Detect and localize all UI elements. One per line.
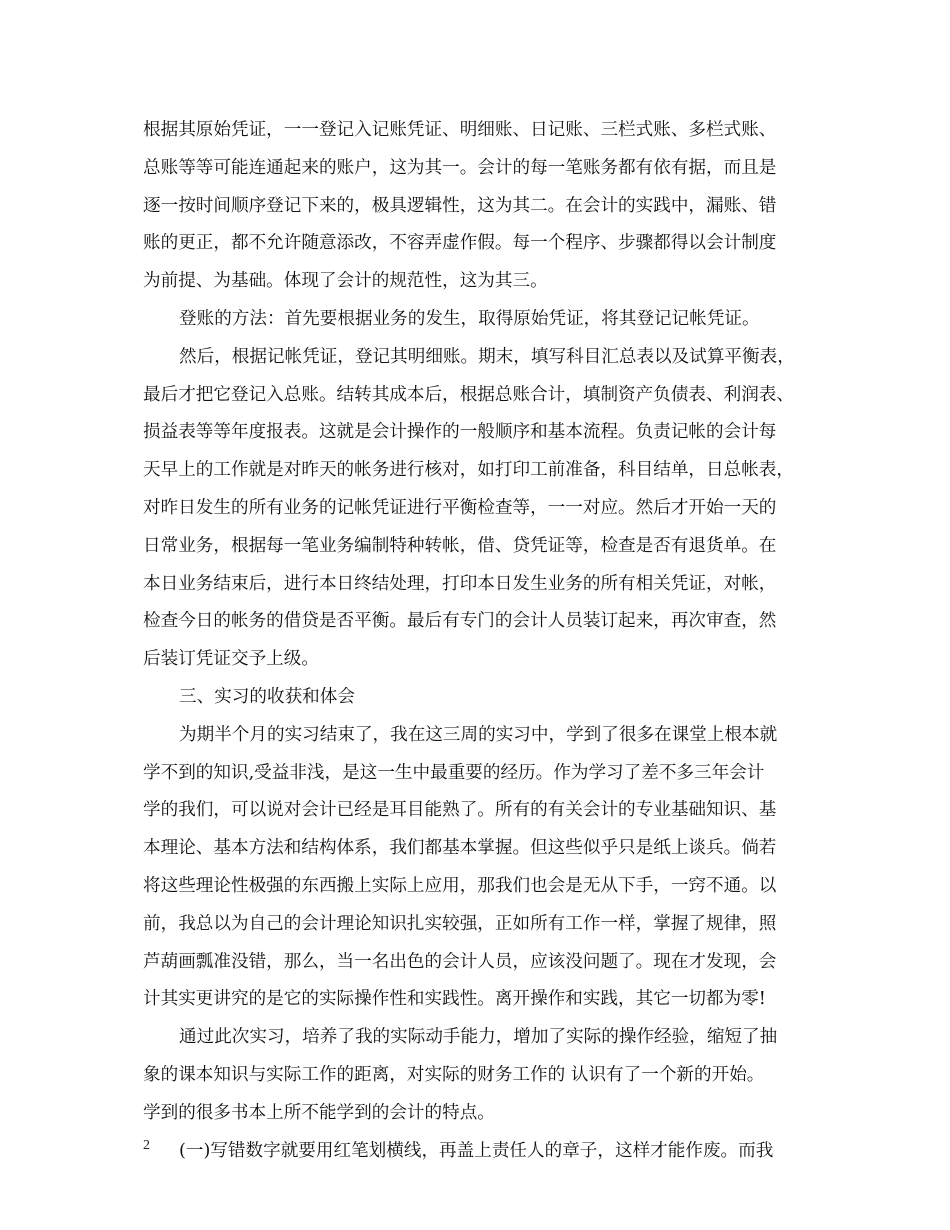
- text-line: 为前提、为基础。体现了会计的规范性，这为其三。: [143, 271, 548, 292]
- text-line: 为期半个月的实习结束了，我在这三周的实习中，学到了很多在课堂上根本就: [179, 724, 778, 745]
- text-line: 学的我们，可以说对会计已经是耳目能熟了。所有的有关会计的专业基础知识、基: [143, 800, 777, 821]
- text-line: 然后，根据记帐凭证，登记其明细账。期末，填写科目汇总表以及试算平衡表，: [179, 346, 795, 367]
- text-line: 天早上的工作就是对昨天的帐务进行核对，如打印工前准备，科目结单，日总帐表，: [143, 460, 794, 481]
- text-line: 计其实更讲究的是它的实际操作性和实践性。离开操作和实践，其它一切都为零!: [143, 989, 766, 1010]
- text-line: 象的课本知识与实际工作的距离，对实际的财务工作的 认识有了一个新的开始。: [143, 1064, 765, 1085]
- text-line: 学到的很多书本上所不能学到的会计的特点。: [143, 1102, 495, 1123]
- text-line: 最后才把它登记入总账。结转其成本后，根据总账合计，填制资产负债表、利润表、: [143, 384, 794, 405]
- text-line: 芦葫画瓢准没错，那么，当一名出色的会计人员，应该没问题了。现在才发现，会: [143, 951, 777, 972]
- page-number: 2: [143, 1138, 150, 1153]
- text-line: 检查今日的帐务的借贷是否平衡。最后有专门的会计人员装订起来，再次审查，然: [143, 611, 777, 632]
- text-line: 前，我总以为自己的会计理论知识扎实较强，正如所有工作一样，掌握了规律，照: [143, 913, 777, 934]
- body-text: [143, 112, 833, 1170]
- text-line: 对昨日发生的所有业务的记帐凭证进行平衡检查等，一一对应。然后才开始一天的: [143, 497, 777, 518]
- text-line: 逐一按时间顺序登记下来的，极具逻辑性，这为其二。在会计的实践中，漏账、错: [143, 195, 777, 216]
- text-line: 根据其原始凭证，一一登记入记账凭证、明细账、日记账、三栏式账、多栏式账、: [143, 120, 777, 140]
- text-line: 将这些理论性极强的东西搬上实际上应用，那我们也会是无从下手，一窍不通。以: [143, 875, 777, 896]
- text-line: 三、实习的收获和体会: [179, 686, 355, 707]
- text-line: 本日业务结束后，进行本日终结处理，打印本日发生业务的所有相关凭证，对帐，: [143, 573, 777, 594]
- text-line: 损益表等等年度报表。这就是会计操作的一般顺序和基本流程。负责记帐的会计每: [143, 422, 777, 443]
- text-line: 通过此次实习，培养了我的实际动手能力，增加了实际的操作经验，缩短了抽: [179, 1027, 778, 1048]
- text-line: 登账的方法：首先要根据业务的发生，取得原始凭证，将其登记记帐凭证。: [179, 308, 760, 329]
- text-line: 总账等等可能连通起来的账户，这为其一。会计的每一笔账务都有依有据，而且是: [143, 157, 777, 178]
- text-line: 本理论、基本方法和结构体系，我们都基本掌握。但这些似乎只是纸上谈兵。倘若: [143, 838, 777, 859]
- text-line: 日常业务，根据每一笔业务编制特种转帐，借、贷凭证等，检查是否有退货单。在: [143, 535, 777, 556]
- text-line: 学不到的知识,受益非浅，是这一生中最重要的经历。作为学习了差不多三年会计: [143, 762, 765, 783]
- text-line: 账的更正，都不允许随意添改，不容弄虚作假。每一个程序、步骤都得以会计制度: [143, 233, 777, 254]
- text-line: 后装订凭证交予上级。: [143, 649, 319, 670]
- text-line: (一)写错数字就要用红笔划横线，再盖上责任人的章子，这样才能作废。而我: [179, 1140, 774, 1161]
